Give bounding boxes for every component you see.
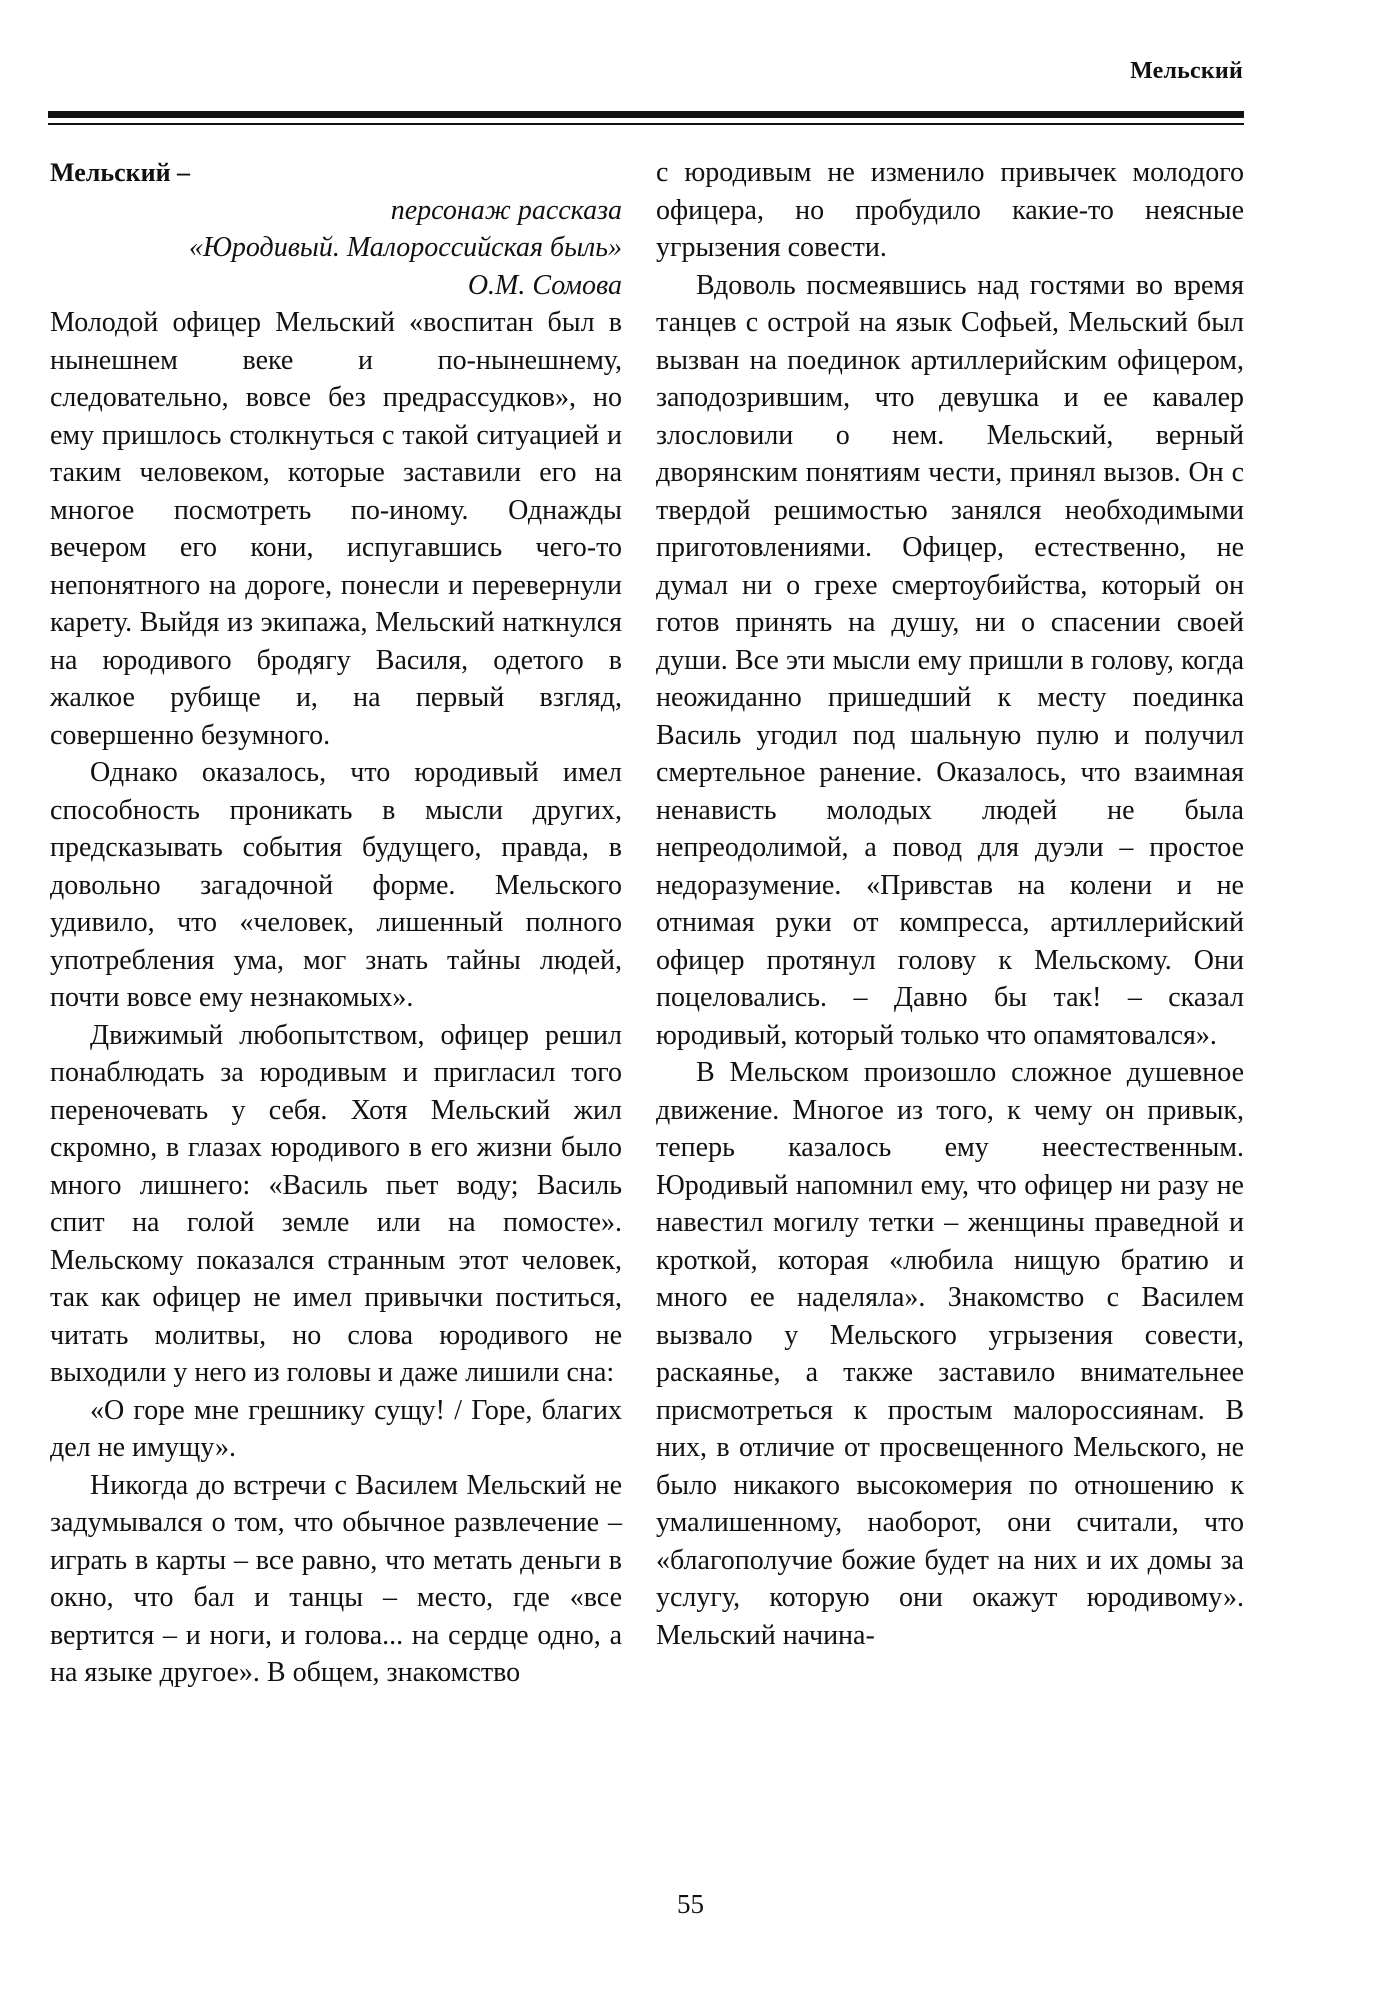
entry-subtitle <box>50 192 622 305</box>
right-paragraph-3: В Мельском произошло сложное душевное движение. Многое из того, к чему он привык, теперь казалось ему неестественным. Юродивый напомнил ему, что офицер ни разу не навестил могилу тетки – женщины праведной и кроткой, которая «любила нищую братию и много ее наделяла». Знакомство с Василем вызвало у Мельского угрызения совести, раскаянье, а также заставило внимательнее присмотреться к простым малороссиянам. В них, в отличие от просвещенного Мельского, не было никакого высокомерия по отношению к умалишенному, наоборот, они считали, что «благополучие божие будет на них и их домы за услугу, которую они окажут юродивому». Мельский начина- <box>656 1057 1244 1651</box>
header-rule-thin <box>48 123 1244 125</box>
left-paragraph-1: Молодой офицер Мельский «воспитан был в нынешнем веке и по-нынешнему, следовательно, вовсе без предрассудков», но ему пришлось столкнуться с такой ситуацией и таким человеком, которые заставили его на многое посмотреть по-иному. Однажды вечером его кони, испугавшись чего-то непонятного на дороге, понесли и перевернули карету. Выйдя из экипажа, Мельский наткнулся на юродивого бродягу Василя, одетого в жалкое рубище и, на первый взгляд, совершенно безумного. <box>50 307 622 751</box>
page-number: 55 <box>677 1889 704 1919</box>
entry-title: Мельский – <box>50 158 191 187</box>
subtitle-line-2: «Юродивый. Малороссийская быль» <box>189 232 622 263</box>
left-paragraph-5: Никогда до встречи с Василем Мельский не задумывался о том, что обычное развлечение – играть в карты – все равно, что метать деньги в окно, что бал и танцы – место, где «все вертится – и ноги, и голова... на сердце одно, а на языке другое». В общем, знакомство <box>50 1469 622 1688</box>
header-rule-thick <box>48 111 1244 118</box>
left-paragraph-3: Движимый любопытством, офицер решил понаблюдать за юродивым и пригласил того переночевать у себя. Хотя Мельский жил скромно, в глазах юродивого в его жизни было много лишнего: «Василь пьет воду; Василь спит на голой земле или на помосте». Мельскому показался странным этот человек, так как офицер не имел привычки поститься, читать молитвы, но слова юродивого не выходили у него из головы и даже лишили сна: <box>50 1019 622 1388</box>
subtitle-line-3: О.М. Сомова <box>467 269 622 301</box>
running-title: Мельский <box>1130 58 1243 84</box>
left-column <box>50 154 622 1692</box>
subtitle-line-1: персонаж рассказа <box>390 194 622 226</box>
left-quote-paragraph: «О горе мне грешнику сущу! / Горе, благих дел не имущу». <box>50 1394 622 1463</box>
right-column <box>656 154 1244 1654</box>
left-paragraph-2: Однако оказалось, что юродивый имел способность проникать в мысли других, предсказывать события будущего, правда, в довольно загадочной форме. Мельского удивило, что «человек, лишенный полного употребления ума, мог знать тайны людей, почти вовсе ему незнакомых». <box>50 757 622 1013</box>
right-paragraph-1: с юродивым не изменило привычек молодого офицера, но пробудило какие-то неясные угрызения совести. <box>656 157 1244 263</box>
right-paragraph-2: Вдоволь посмеявшись над гостями во время танцев с острой на язык Софьей, Мельский был вызван на поединок артиллерийским офицером, заподозрившим, что девушка и ее кавалер злословили о нем. Мельский, верный дворянским понятиям чести, принял вызов. Он с твердой решимостью занялся необходимыми приготовлениями. Офицер, естественно, не думал ни о грехе смертоубийства, который он готов принять на душу, ни о спасении своей души. Все эти мысли ему пришли в голову, когда неожиданно пришедший к месту поединка Василь угодил под шальную пулю и получил смертельное ранение. Оказалось, что взаимная ненависть молодых людей не была непреодолимой, а повод для дуэли – простое недоразумение. «Привстав на колени и не отнимая руки от компресса, артиллерийский офицер протянул голову к Мельскому. Они поцеловались. – Давно бы так! – сказал юродивый, который только что опамятовался». <box>656 269 1244 1051</box>
